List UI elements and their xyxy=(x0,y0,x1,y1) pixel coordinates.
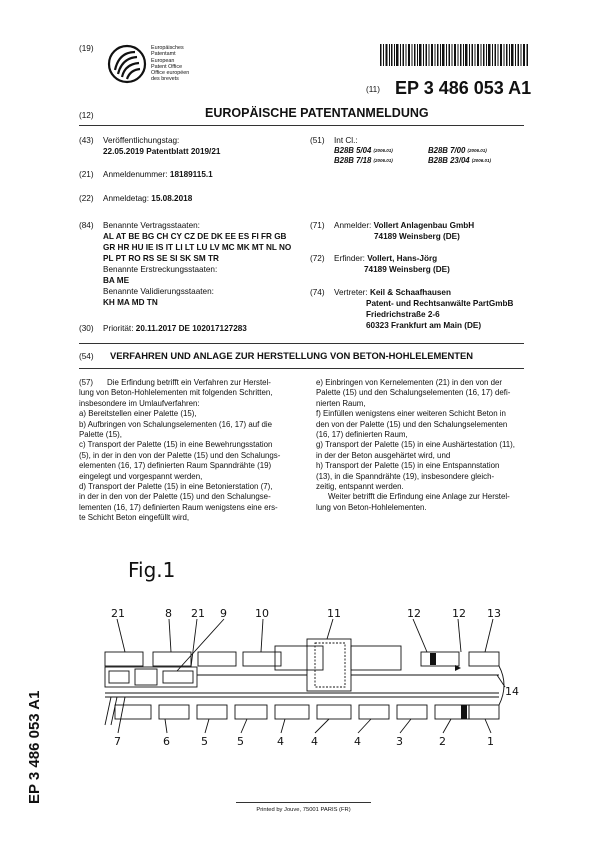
figure-caption: Fig.1 xyxy=(128,558,176,582)
rep-line: Friedrichstraße 2-6 xyxy=(366,310,440,319)
abstract-right-column xyxy=(316,378,528,513)
states-line: PL PT RO RS SE SI SK SM TR xyxy=(103,254,219,263)
priority-value: 20.11.2017 DE 102017127283 xyxy=(135,324,247,333)
inventor-label: Erfinder: xyxy=(334,254,365,263)
abstract-line: Palette (15) und den Schalungselementen (16, 17) defi- xyxy=(316,388,511,398)
office-name: Europäisches Patentamt European Patent Office Office européen des brevets xyxy=(151,45,190,83)
abstract-line: eingelegt und vorgespannt werden, xyxy=(79,471,203,481)
priority xyxy=(103,323,247,334)
rep-name: Keil & Schaafhausen xyxy=(369,288,451,297)
pub-date-value: 22.05.2019 Patentblatt 2019/21 xyxy=(103,147,221,156)
code-72: (72) xyxy=(310,254,325,263)
document-type: EUROPÄISCHE PATENTANMELDUNG xyxy=(205,106,429,120)
priority-label: Priorität: xyxy=(103,324,134,333)
states-line: GR HR HU IE IS IT LI LT LU LV MC MK MT NL NO xyxy=(103,243,292,252)
validation-value: KH MA MD TN xyxy=(103,298,158,307)
inventor-name: Vollert, Hans-Jörg xyxy=(367,254,438,263)
figure-label: 4 xyxy=(311,735,318,748)
figure-label: 21 xyxy=(191,607,205,620)
epo-logo-icon xyxy=(107,44,147,84)
rep-line: Patent- und Rechtsanwälte PartGmbB xyxy=(366,299,514,308)
figure-label: 12 xyxy=(452,607,466,620)
filing-date xyxy=(103,193,192,204)
figure-label: 9 xyxy=(220,607,227,620)
abstract-line: d) Transport der Palette (15) in eine Betonierstation (7), xyxy=(79,482,273,492)
pub-date-label: Veröffentlichungstag: xyxy=(103,136,180,145)
abstract-line: insbesondere im Umlaufverfahren: xyxy=(79,398,200,408)
figure-label: 8 xyxy=(165,607,172,620)
figure-label: 7 xyxy=(114,735,121,748)
footer-divider xyxy=(236,802,371,803)
app-no-label: Anmeldenummer: xyxy=(103,170,168,179)
code-51: (51) xyxy=(310,136,325,145)
publication-number: EP 3 486 053 A1 xyxy=(395,78,532,98)
filing-label: Anmeldetag: xyxy=(103,194,149,203)
figure-1 xyxy=(95,605,525,755)
rep-line: 60323 Frankfurt am Main (DE) xyxy=(366,321,482,330)
code-21: (21) xyxy=(79,170,94,179)
validation-label: Benannte Validierungsstaaten: xyxy=(103,287,214,296)
figure-label: 5 xyxy=(237,735,244,748)
designated-states xyxy=(103,220,291,308)
applicant xyxy=(334,220,474,242)
abstract-line: in der der Beton ausgehärtet wird, und xyxy=(316,450,451,460)
extension-value: BA ME xyxy=(103,276,130,285)
figure-label: 5 xyxy=(201,735,208,748)
int-cl-entry: B28B 5/04 $^{(2006.01)}$ xyxy=(334,146,393,155)
states-label: Benannte Vertragsstaaten: xyxy=(103,221,200,230)
figure-label: 13 xyxy=(487,607,501,620)
figure-label: 4 xyxy=(277,735,284,748)
application-number xyxy=(103,169,213,180)
abstract-line: elementen (16, 17) definierten Raum Spanndrähte (19) xyxy=(79,461,272,471)
figure-label: 3 xyxy=(396,735,403,748)
abstract-divider xyxy=(79,368,524,369)
inventor-address: 74189 Weinsberg (DE) xyxy=(364,265,450,274)
code-74: (74) xyxy=(310,288,325,297)
code-11: (11) xyxy=(366,85,380,94)
abstract-line: lementen (16, 17) definierten Raum wenigstens eine ers- xyxy=(79,502,278,512)
figure-label: 2 xyxy=(439,735,446,748)
abstract-left-column xyxy=(79,378,293,524)
figure-label: 12 xyxy=(407,607,421,620)
abstract-line: Weiter betrifft die Erfindung eine Anlage zur Herstel- xyxy=(328,492,510,502)
side-publication-number: EP 3 486 053 A1 xyxy=(26,690,43,804)
abstract-line: nierten Raum, xyxy=(316,398,366,408)
code-84: (84) xyxy=(79,221,94,230)
representative xyxy=(334,287,513,331)
app-no-value: 18189115.1 xyxy=(169,170,213,179)
abstract-line: g) Transport der Palette (15) in eine Aushärtestation (11), xyxy=(316,440,515,450)
abstract-line: lung von Beton-Hohlelementen. xyxy=(316,502,427,512)
code-19: (19) xyxy=(79,44,94,53)
figure-label: 4 xyxy=(354,735,361,748)
abstract-line: a) Bereitstellen einer Palette (15), xyxy=(79,409,197,419)
applicant-label: Anmelder: xyxy=(334,221,372,230)
abstract-line: c) Transport der Palette (15) in eine Bewehrungsstation xyxy=(79,440,273,450)
int-cl-entry: B28B 23/04 $^{(2006.01)}$ xyxy=(428,156,492,165)
code-43: (43) xyxy=(79,136,94,145)
inventor xyxy=(334,253,450,275)
title-divider xyxy=(79,343,524,344)
int-cl-entry: B28B 7/18 $^{(2006.01)}$ xyxy=(334,156,393,165)
code-54: (54) xyxy=(79,352,94,361)
abstract-line: lung von Beton-Hohlelementen mit folgenden Schritten, xyxy=(79,388,273,398)
figure-label: 1 xyxy=(487,735,494,748)
abstract-line: e) Einbringen von Kernelementen (21) in den von der xyxy=(316,378,502,387)
abstract-line: (13), in die Spanndrähte (19), insbesondere gleich- xyxy=(316,471,495,481)
abstract-line: in der in den von der Palette (15) und den Schalungse- xyxy=(79,492,271,502)
filing-value: 15.08.2018 xyxy=(151,194,193,203)
code-57: (57) xyxy=(79,378,94,387)
abstract-line: (16, 17) definierten Raum, xyxy=(316,430,408,440)
abstract-line: zeitig, entspannt werden. xyxy=(316,482,404,492)
abstract-line: den von der Palette (15) und den Schalungselementen xyxy=(316,419,508,429)
rep-label: Vertreter: xyxy=(334,288,368,297)
states-line: AL AT BE BG CH CY CZ DE DK EE ES FI FR GB xyxy=(103,232,287,241)
abstract-line: (5), in der in den von der Palette (15) und den Schalungs- xyxy=(79,450,281,460)
printer-note: Printed by Jouve, 75001 PARIS (FR) xyxy=(256,807,351,813)
header-divider xyxy=(79,125,524,126)
abstract-line: b) Aufbringen von Schalungselementen (16, 17) auf die xyxy=(79,419,273,429)
abstract-line: Die Erfindung betrifft ein Verfahren zur Herstel- xyxy=(107,378,271,387)
figure-label: 6 xyxy=(163,735,170,748)
code-30: (30) xyxy=(79,324,94,333)
abstract-line: te Schicht Beton eingefüllt wird, xyxy=(79,513,190,523)
extension-label: Benannte Erstreckungsstaaten: xyxy=(103,265,218,274)
int-cl-entry: B28B 7/00 $^{(2006.01)}$ xyxy=(428,146,487,155)
applicant-address: 74189 Weinsberg (DE) xyxy=(374,232,460,241)
barcode xyxy=(380,44,528,66)
abstract-line: h) Transport der Palette (15) in eine Entspannstation xyxy=(316,461,500,471)
invention-title: VERFAHREN UND ANLAGE ZUR HERSTELLUNG VON BETON-HOHLELEMENTEN xyxy=(110,350,474,361)
plant-layout-drawing xyxy=(95,605,525,755)
figure-label: 21 xyxy=(111,607,125,620)
figure-label: 14 xyxy=(505,685,519,698)
figure-label: 10 xyxy=(255,607,269,620)
code-22: (22) xyxy=(79,194,94,203)
abstract-line: Palette (15), xyxy=(79,430,122,440)
code-12: (12) xyxy=(79,111,94,120)
abstract-line: f) Einfüllen wenigstens einer weiteren Schicht Beton in xyxy=(316,409,506,419)
applicant-name: Vollert Anlagenbau GmbH xyxy=(373,221,475,230)
int-cl-label: Int Cl.: xyxy=(334,136,358,145)
figure-label: 11 xyxy=(327,607,341,620)
code-71: (71) xyxy=(310,221,325,230)
